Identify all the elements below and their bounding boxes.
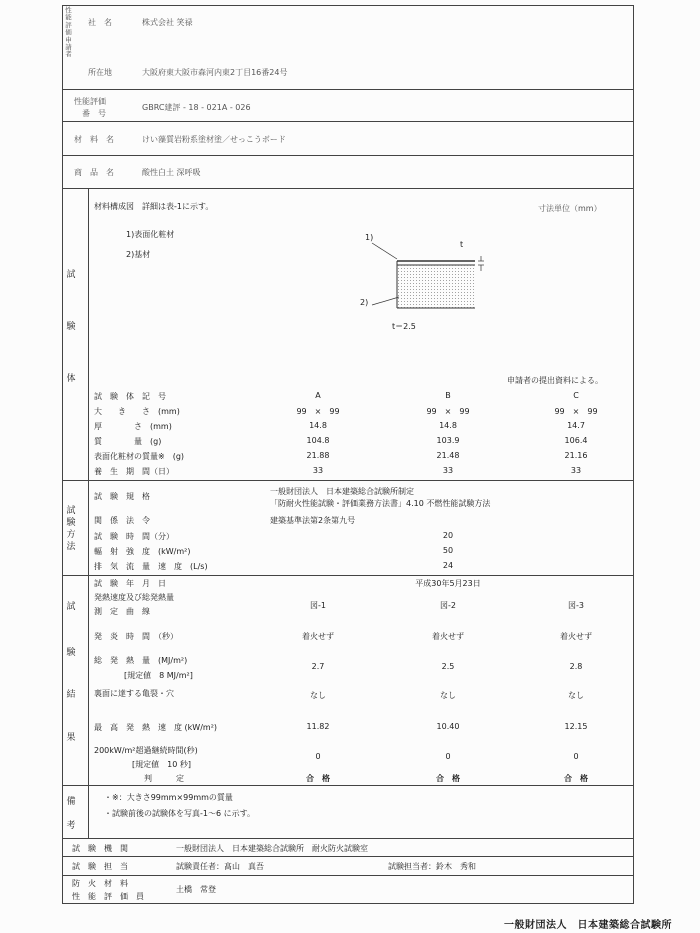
judgement-label: 判 定	[144, 774, 184, 783]
remark-line-1: ・※：大きさ99mm×99mmの質量	[104, 793, 233, 802]
specimen-col-c: C	[573, 391, 579, 400]
method-side-char: 験	[66, 518, 76, 528]
sustain-label: 200kW/m²超過継続時間(秒)	[94, 746, 198, 755]
curve-fig-b: 図-2	[440, 601, 456, 610]
curve-label-1: 発熱速度及び総発熱量	[94, 593, 174, 602]
size-value-a: 99 × 99	[296, 407, 340, 416]
diagram-label-2: 2)	[360, 298, 369, 307]
rule	[62, 785, 634, 786]
remark-line-2: ・試験前後の試験体を写真-1～6 に示す。	[104, 809, 255, 818]
evaluator-label-2: 性 能 評 価 員	[72, 892, 144, 901]
size-label: 大 き さ (mm)	[94, 407, 180, 416]
ignition-value-a: 着火せず	[302, 632, 334, 641]
rule	[62, 155, 634, 156]
material-label: 材 料 名	[74, 135, 114, 144]
test-date-value: 平成30年5月23日	[415, 579, 481, 588]
product-value: 酸性白土 深呼吸	[142, 168, 201, 177]
method-side-char: 方	[66, 530, 76, 540]
rule	[62, 575, 634, 576]
judgement-value-a: 合 格	[306, 774, 330, 783]
lab-label: 試 験 機 関	[72, 844, 128, 853]
sustain-value-a: 0	[315, 752, 321, 761]
mass-value-b: 103.9	[436, 436, 460, 445]
material-value: けい藻質岩粉系塗材塗／せっこうボード	[142, 135, 286, 144]
diagram-label-1: 1)	[365, 233, 374, 242]
specimen-col-a: A	[315, 391, 321, 400]
curve-fig-a: 図-1	[310, 601, 326, 610]
results-side-label-4: 果	[66, 733, 76, 743]
specimen-header-label: 試 験 体 記 号	[94, 392, 166, 401]
staff-label: 試 験 担 当	[72, 862, 128, 871]
thickness-value-c: 14.7	[567, 421, 585, 430]
size-value-c: 99 × 99	[554, 407, 598, 416]
substrate-layer	[397, 265, 475, 308]
mass-value-a: 104.8	[306, 436, 330, 445]
exhaust-flow-value: 24	[442, 561, 454, 570]
radiation-label: 輻 射 強 度 (kW/m²)	[94, 547, 191, 556]
curing-value-b: 33	[442, 466, 454, 475]
crack-value-c: なし	[568, 691, 584, 700]
results-side-label-1: 試	[66, 602, 76, 612]
frame-left	[62, 5, 63, 904]
frame-bottom	[62, 903, 634, 904]
leader-line-1	[372, 243, 397, 259]
address-label: 所在地	[88, 68, 112, 77]
legend-substrate: 2)基材	[126, 250, 151, 259]
thickness-value-b: 14.8	[439, 421, 457, 430]
legend-surface-finish: 1)表面化粧材	[126, 230, 175, 239]
rule	[62, 838, 634, 839]
rule	[62, 89, 634, 90]
specimen-side-label-2: 験	[66, 322, 76, 332]
size-value-b: 99 × 99	[426, 407, 470, 416]
standard-line-1: 一般財団法人 日本建築総合試験所制定	[270, 487, 414, 496]
total-heat-label: 総 発 熱 量 (MJ/m²)	[94, 656, 188, 665]
composition-title: 材料構成図 詳細は表-1に示す。	[94, 202, 214, 211]
results-side-label-3: 結	[66, 690, 76, 700]
company-value: 株式会社 笑禄	[142, 18, 193, 27]
evaluator-label-1: 防 火 材 料	[72, 879, 128, 888]
address-value: 大阪府東大阪市森河内東2丁目16番24号	[142, 68, 288, 77]
eval-number-value: GBRC建評 - 18 - 021A - 026	[142, 103, 251, 112]
max-rate-value-b: 10.40	[436, 722, 460, 731]
finish-mass-value-b: 21.48	[436, 451, 460, 460]
curing-label: 養 生 期 間（日）	[94, 467, 174, 476]
specimen-col-b: B	[445, 391, 451, 400]
sustain-value-c: 0	[573, 752, 579, 761]
ignition-value-c: 着火せず	[560, 632, 592, 641]
judgement-value-c: 合 格	[564, 774, 588, 783]
frame-right	[633, 5, 634, 904]
radiation-value: 50	[442, 546, 454, 555]
standard-line-2: 「防耐火性能試験・評価業務方法書」4.10 不燃性能試験方法	[270, 499, 491, 508]
diagram-thickness: t＝2.5	[392, 322, 416, 331]
sustain-value-b: 0	[445, 752, 451, 761]
test-manager: 試験責任者：髙山 真吾	[176, 862, 264, 871]
test-operator: 試験担当者：鈴木 秀和	[388, 862, 476, 871]
ignition-label: 発 炎 時 間 （秒）	[94, 632, 178, 641]
company-label: 社 名	[88, 18, 112, 27]
method-side-char: 試	[66, 506, 76, 516]
crack-label: 裏面に達する亀裂・穴	[94, 689, 174, 698]
curing-value-c: 33	[570, 466, 582, 475]
eval-number-label-1: 性能評価	[74, 97, 106, 106]
rule	[62, 121, 634, 122]
frame-top	[62, 5, 634, 6]
method-side-label	[66, 505, 76, 553]
max-rate-value-c: 12.15	[564, 722, 588, 731]
method-side-char: 法	[66, 542, 76, 552]
curve-fig-c: 図-3	[568, 601, 584, 610]
max-rate-value-a: 11.82	[306, 722, 330, 731]
applicant-note: 申請者の提出資料による。	[507, 376, 603, 385]
rule	[62, 875, 634, 876]
total-heat-value-c: 2.8	[569, 662, 583, 671]
diagram-t-label: t	[460, 240, 464, 249]
judgement-value-b: 合 格	[436, 774, 460, 783]
thickness-label: 厚 さ (mm)	[94, 422, 172, 431]
max-rate-label: 最 高 発 熱 速 度 (kW/m²)	[94, 723, 218, 732]
rule	[62, 856, 634, 857]
unit-note: 寸法単位（mm）	[538, 204, 602, 213]
remarks-side-label-2: 考	[66, 821, 76, 831]
results-side-label-2: 験	[66, 648, 76, 658]
crack-value-a: なし	[310, 691, 326, 700]
mass-label: 質 量 (g)	[94, 437, 162, 446]
curve-label-2: 測 定 曲 線	[94, 607, 150, 616]
thickness-value-a: 14.8	[309, 421, 327, 430]
finish-mass-value-c: 21.16	[564, 451, 588, 460]
finish-mass-label: 表面化粧材の質量※ (g)	[94, 452, 185, 461]
total-heat-value-a: 2.7	[311, 662, 325, 671]
eval-number-label-2: 番 号	[82, 109, 106, 118]
total-heat-spec: [規定値 8 MJ/m²]	[124, 671, 193, 680]
evaluator-value: 土橋 常登	[176, 885, 216, 894]
section-label-divider	[88, 188, 89, 838]
law-label: 関 係 法 令	[94, 516, 150, 525]
standard-label: 試 験 規 格	[94, 492, 150, 501]
issuer-footer: 一般財団法人 日本建築総合試験所	[504, 920, 672, 931]
curing-value-a: 33	[312, 466, 324, 475]
rule	[62, 480, 634, 481]
test-time-label: 試 験 時 間（分）	[94, 532, 174, 541]
test-date-label: 試 験 年 月 日	[94, 579, 166, 588]
specimen-side-label-1: 試	[66, 270, 76, 280]
cross-section-diagram	[355, 228, 495, 333]
remarks-side-label-1: 備	[66, 797, 76, 807]
total-heat-value-b: 2.5	[441, 662, 455, 671]
leader-line-2	[372, 297, 399, 305]
product-label: 商 品 名	[74, 168, 114, 177]
applicant-vertical-label: 性能評価申請者	[65, 6, 72, 59]
exhaust-flow-label: 排 気 流 量 速 度 (L/s)	[94, 562, 208, 571]
sustain-spec: [規定値 10 秒]	[132, 760, 191, 769]
test-time-value: 20	[442, 531, 454, 540]
rule	[62, 188, 634, 189]
finish-mass-value-a: 21.88	[306, 451, 330, 460]
specimen-side-label-3: 体	[66, 374, 76, 384]
crack-value-b: なし	[440, 691, 456, 700]
law-value: 建築基準法第2条第九号	[270, 516, 356, 525]
mass-value-c: 106.4	[564, 436, 588, 445]
ignition-value-b: 着火せず	[432, 632, 464, 641]
lab-value: 一般財団法人 日本建築総合試験所 耐火防火試験室	[176, 844, 368, 853]
